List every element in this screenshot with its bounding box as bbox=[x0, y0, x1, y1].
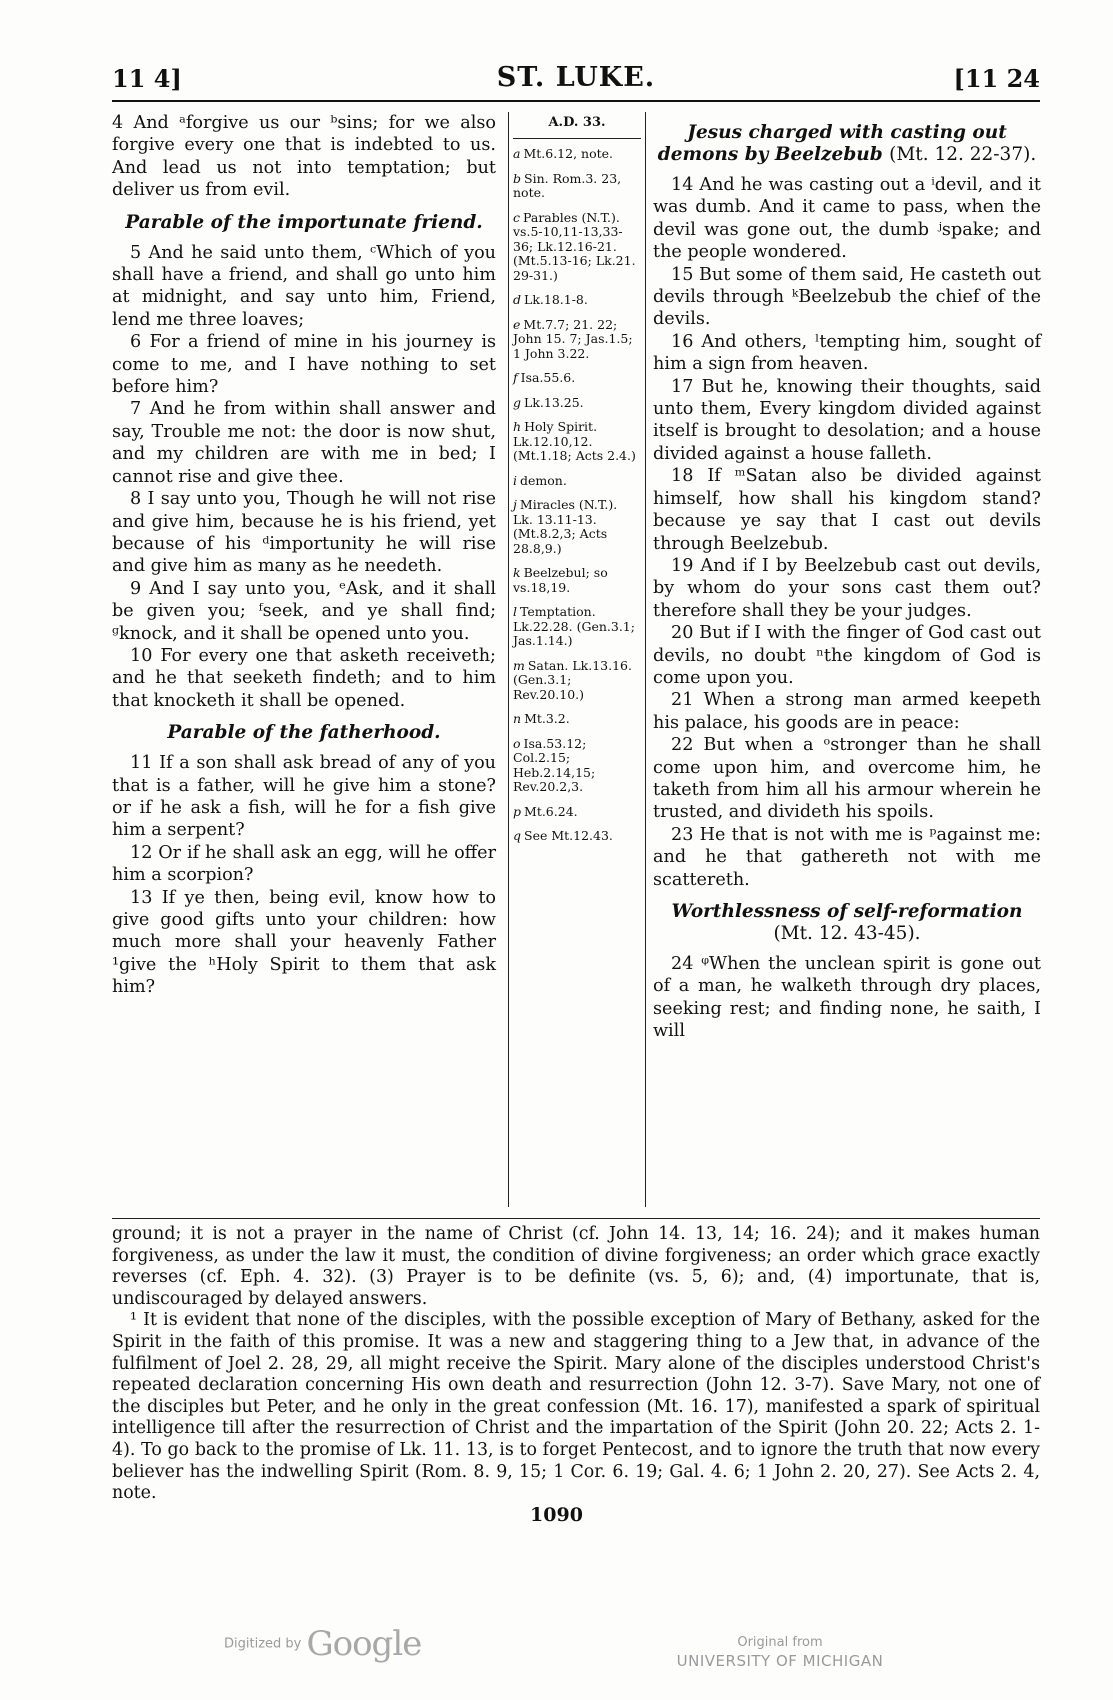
reference-note-text: Parables (N.T.). vs.5-10,11-13,33-36; Lk.12.16-21. (Mt.5.13-16; Lk.21. 29-31.) bbox=[513, 209, 636, 283]
reference-note bbox=[513, 147, 641, 162]
verse-paragraph: 16 And others, ˡtempting him, sought of him a sign from heaven. bbox=[653, 331, 1041, 375]
reference-note-text: Isa.53.12; Col.2.15; Heb.2.14,15; Rev.20.2,3. bbox=[513, 735, 596, 795]
reference-note bbox=[513, 805, 641, 820]
reference-note-text: Mt.7.7; 21. 22; John 15. 7; Jas.1.5; 1 John 3.22. bbox=[513, 316, 633, 361]
book-title: ST. LUKE. bbox=[496, 62, 656, 93]
reference-note-text: Lk.18.1-8. bbox=[524, 292, 588, 308]
header-right-ref: [11 24 bbox=[953, 64, 1040, 93]
reference-note bbox=[513, 659, 641, 703]
verse-paragraph: 24 ᵠWhen the unclean spirit is gone out of a man, he walketh through dry places, seeking rest; and finding none, he saith, I will bbox=[653, 954, 1041, 1042]
reference-note-text: Isa.55.6. bbox=[520, 370, 576, 386]
reference-note-text: Temptation. Lk.22.28. (Gen.3.1; Jas.1.14.) bbox=[513, 604, 635, 649]
reference-note-letter: p bbox=[513, 803, 522, 819]
reference-notes bbox=[513, 147, 641, 844]
reference-note-letter: b bbox=[513, 170, 522, 186]
reference-note bbox=[513, 420, 641, 464]
reference-note-letter: o bbox=[513, 735, 521, 751]
reference-note-letter: n bbox=[513, 711, 522, 727]
verse-paragraph: 9 And I say unto you, ᵉAsk, and it shall be given you; ᶠseek, and ye shall find; ᵍknock, and it shall be opened unto you. bbox=[112, 578, 496, 644]
reference-note-text: Satan. Lk.13.16. (Gen.3.1; Rev.20.10.) bbox=[513, 657, 632, 702]
reference-note-letter: j bbox=[513, 497, 517, 513]
verse-paragraph: 19 And if I by Beelzebub cast out devils, by whom do your sons cast them out? therefore shall they be your judges. bbox=[653, 555, 1041, 621]
reference-note bbox=[513, 712, 641, 727]
verse-paragraph: 22 But when a ᵒstronger than he shall come upon him, and overcome him, he taketh from him all his armour wherein he trusted, and divideth his spoils. bbox=[653, 735, 1041, 823]
verse-paragraph: 20 But if I with the finger of God cast out devils, no doubt ⁿthe kingdom of God is come upon you. bbox=[653, 623, 1041, 688]
section-heading-text: Parable of the importunate friend. bbox=[125, 211, 483, 233]
original-from-label: Original from bbox=[737, 1635, 823, 1650]
footnote-paragraph: ground; it is not a prayer in the name of Christ (cf. John 14. 13, 14; 16. 24); and it makes human forgiveness, as under the law it must, the condition of divine forgiveness; an order which grace exactly reverses (cf. Eph. 4. 32). (3) Prayer is to be definite (vs. 5, 6); and, (4) importunate, that is, undiscouraged by delayed answers. bbox=[112, 1224, 1040, 1309]
reference-note bbox=[513, 829, 641, 844]
reference-note-letter: d bbox=[513, 292, 522, 308]
section-heading-text: Worthlessness of self-reformation bbox=[671, 901, 1023, 922]
section-heading bbox=[653, 122, 1041, 166]
footnote-divider bbox=[112, 1218, 1040, 1219]
reference-note-letter: e bbox=[513, 316, 521, 332]
section-heading bbox=[653, 901, 1041, 945]
reference-note bbox=[513, 172, 641, 201]
reference-note-letter: i bbox=[513, 472, 517, 488]
verse-paragraph: 14 And he was casting out a ⁱdevil, and it was dumb. And it came to pass, when the devil was gone out, the dumb ʲspake; and the people wondered. bbox=[653, 175, 1041, 263]
reference-note-text: Sin. Rom.3. 23, note. bbox=[513, 170, 622, 201]
reference-note-text: Lk.13.25. bbox=[524, 394, 584, 410]
section-heading-reference: (Mt. 12. 22-37). bbox=[889, 144, 1037, 165]
verse-paragraph: 7 And he from within shall answer and say, Trouble me not: the door is now shut, and my children are with me in bed; I cannot rise and give thee. bbox=[112, 399, 496, 487]
verse-paragraph: 5 And he said unto them, ᶜWhich of you shall have a friend, and shall go unto him at midnight, and say unto him, Friend, lend me three loaves; bbox=[112, 242, 496, 330]
reference-note bbox=[513, 211, 641, 284]
verse-paragraph: 8 I say unto you, Though he will not rise and give him, because he is his friend, yet because of his ᵈimportunity he will rise and give him as many as he needeth. bbox=[112, 489, 496, 577]
reference-note-text: Holy Spirit. Lk.12.10,12. (Mt.1.18; Acts 2.4.) bbox=[513, 419, 636, 464]
reference-note-letter: m bbox=[513, 657, 525, 673]
reference-note-text: See Mt.12.43. bbox=[524, 828, 613, 844]
reference-note-letter: k bbox=[513, 565, 521, 581]
footnotes bbox=[112, 1224, 1040, 1504]
margin-references-column bbox=[508, 112, 646, 1207]
header-left-ref: 11 4] bbox=[112, 64, 182, 93]
reference-note bbox=[513, 371, 641, 386]
left-text-column bbox=[112, 112, 496, 1207]
footnote-paragraph: ¹ It is evident that none of the disciples, with the possible exception of Mary of Bethany, asked for the Spirit in the faith of this promise. It was a new and staggering thing to a Jew that, in advance of the fulfilment of Joel 2. 28, 29, all might receive the Spirit. Mary alone of the disciples understood Christ's repeated declaration concerning His own death and resurrection (John 12. 3-7). Save Mary, not one of the disciples but Peter, and he only in the great confession (Mt. 16. 17), manifested a spark of spiritual intelligence till after the resurrection of Christ and the impartation of the Spirit (John 20. 22; Acts 2. 1-4). To go back to the promise of Lk. 11. 13, is to forget Pentecost, and to ignore the truth that now every believer has the indwelling Spirit (Rom. 8. 9, 15; 1 Cor. 6. 19; Gal. 4. 6; 1 John 2. 20, 27). See Acts 2. 4, note. bbox=[112, 1310, 1040, 1504]
section-heading bbox=[112, 722, 496, 744]
reference-note-letter: c bbox=[513, 209, 521, 225]
verse-paragraph: 13 If ye then, being evil, know how to give good gifts unto your children: how much more shall your heavenly Father ¹give the ʰHoly Spirit to them that ask him? bbox=[112, 887, 496, 998]
verse-paragraph: 21 When a strong man armed keepeth his palace, his goods are in peace: bbox=[653, 690, 1041, 733]
verse-paragraph: 18 If ᵐSatan also be divided against himself, how shall his kingdom stand? because ye say that I cast out devils through Beelzebub. bbox=[653, 466, 1041, 554]
reference-note bbox=[513, 737, 641, 795]
reference-note-letter: a bbox=[513, 146, 521, 162]
university-label: UNIVERSITY OF MICHIGAN bbox=[676, 1652, 884, 1670]
verse-paragraph: 6 For a friend of mine in his journey is come to me, and I have nothing to set before him? bbox=[112, 332, 496, 398]
reference-note-text: demon. bbox=[520, 472, 567, 488]
reference-note-letter: l bbox=[513, 604, 517, 620]
section-heading bbox=[112, 212, 496, 234]
reference-note-letter: h bbox=[513, 419, 522, 435]
digitized-by-watermark bbox=[224, 1624, 421, 1668]
reference-note bbox=[513, 566, 641, 595]
reference-note bbox=[513, 318, 641, 362]
reference-note bbox=[513, 293, 641, 308]
reference-note-letter: q bbox=[513, 828, 522, 844]
digitized-by-label: Digitized by bbox=[224, 1636, 302, 1652]
verse-paragraph: 17 But he, knowing their thoughts, said unto them, Every kingdom divided against itself is brought to desolation; and a house divided against a house falleth. bbox=[653, 376, 1041, 464]
verse-paragraph: 11 If a son shall ask bread of any of you that is a father, will he give him a stone? or if he ask a fish, will he for a fish give him a serpent? bbox=[112, 753, 496, 841]
verse-paragraph: 15 But some of them said, He casteth out devils through ᵏBeelzebub the chief of the devils. bbox=[653, 264, 1041, 330]
section-heading-reference: (Mt. 12. 43-45). bbox=[773, 923, 921, 944]
date-label: A.D. 33. bbox=[513, 112, 641, 139]
verse-paragraph: 10 For every one that asketh receiveth; and he that seeketh findeth; and to him that knocketh it shall be opened. bbox=[112, 645, 496, 711]
running-header bbox=[112, 60, 1040, 102]
reference-note-text: Mt.6.24. bbox=[524, 803, 578, 819]
verse-paragraph: 4 And ᵃforgive us our ᵇsins; for we also forgive every one that is indebted to us. And lead us not into temptation; but deliver us from evil. bbox=[112, 113, 496, 201]
reference-note-letter: f bbox=[513, 370, 518, 386]
verse-paragraph: 12 Or if he shall ask an egg, will he offer him a scorpion? bbox=[112, 842, 496, 886]
original-from-watermark bbox=[660, 1634, 900, 1670]
right-text-column bbox=[653, 112, 1041, 1207]
verse-paragraph: 23 He that is not with me is ᵖagainst me: and he that gathereth not with me scattereth. bbox=[653, 824, 1041, 890]
page-number: 1090 bbox=[530, 1504, 583, 1526]
reference-note bbox=[513, 498, 641, 556]
section-heading-text: Parable of the fatherhood. bbox=[167, 722, 441, 744]
reference-note bbox=[513, 474, 641, 489]
reference-note-text: Mt.6.12, note. bbox=[523, 146, 613, 162]
reference-note bbox=[513, 605, 641, 649]
reference-note-text: Beelzebul; so vs.18,19. bbox=[513, 565, 608, 595]
reference-note-letter: g bbox=[513, 394, 522, 410]
section-heading-text: Jesus charged with casting out demons by Beelzebub bbox=[657, 122, 1007, 165]
reference-note-text: Mt.3.2. bbox=[524, 711, 570, 727]
reference-note bbox=[513, 396, 641, 411]
reference-note-text: Miracles (N.T.). Lk. 13.11-13. (Mt.8.2,3; Acts 28.8,9.) bbox=[513, 497, 618, 556]
google-logo: Google bbox=[306, 1624, 422, 1664]
